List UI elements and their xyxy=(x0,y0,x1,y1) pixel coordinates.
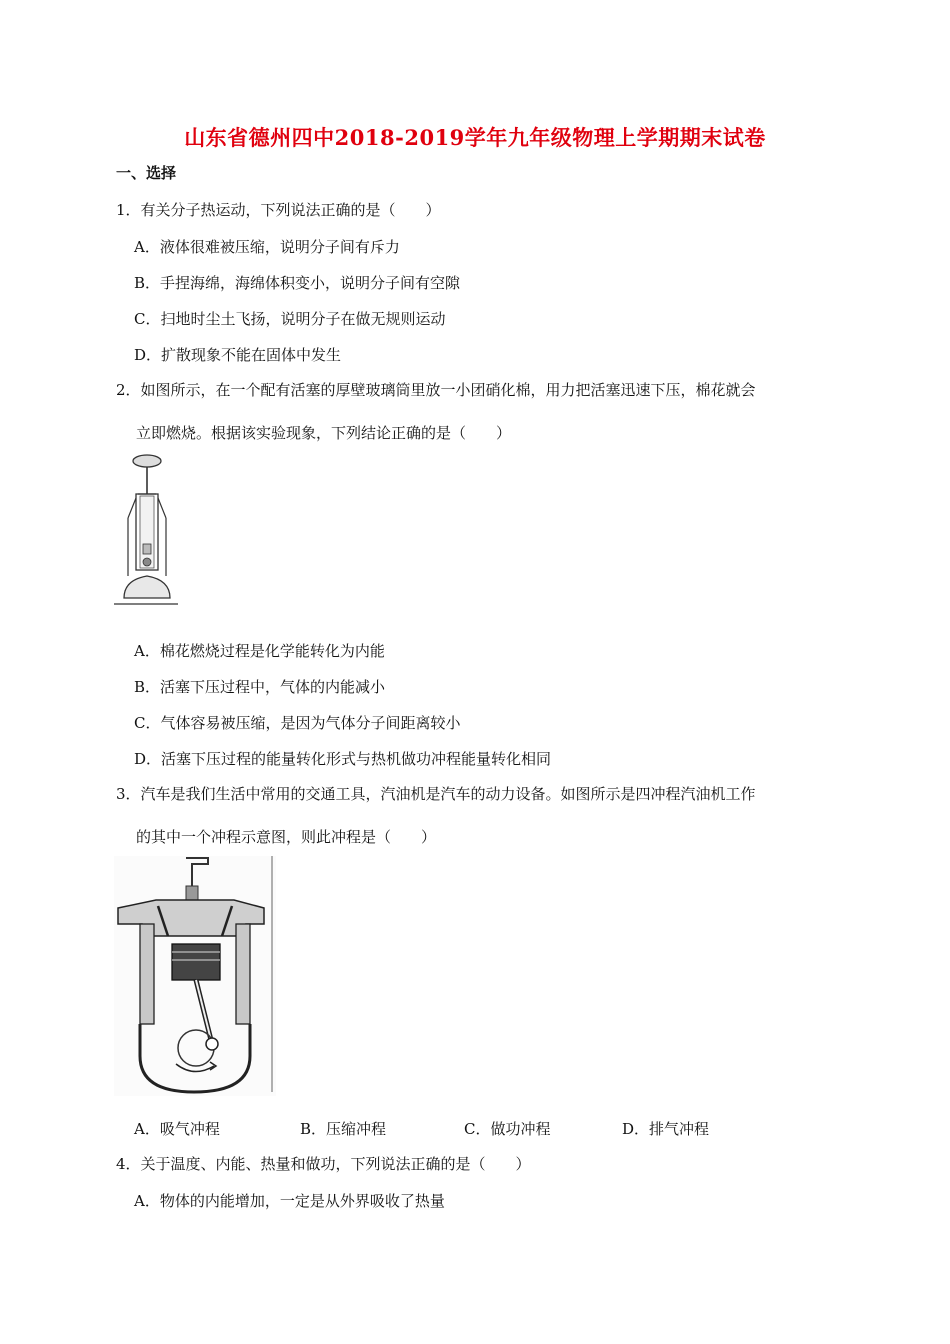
page-title: 山东省德州四中2018-2019学年九年级物理上学期期末试卷 xyxy=(184,125,766,150)
question-2-option-c: C．气体容易被压缩，是因为气体分子间距离较小 xyxy=(134,714,461,732)
question-3-option-c: C．做功冲程 xyxy=(464,1120,551,1138)
question-2-option-b: B．活塞下压过程中，气体的内能减小 xyxy=(134,678,386,696)
question-2-option-d: D．活塞下压过程的能量转化形式与热机做功冲程能量转化相同 xyxy=(134,750,552,768)
question-1-stem: 1．有关分子热运动，下列说法正确的是（ ） xyxy=(116,201,441,219)
question-1-option-b: B．手捏海绵，海绵体积变小，说明分子间有空隙 xyxy=(134,274,461,292)
question-3-option-b: B．压缩冲程 xyxy=(300,1120,387,1138)
glass-cylinder-piston-figure xyxy=(114,452,178,612)
question-1-option-d: D．扩散现象不能在固体中发生 xyxy=(134,346,342,364)
question-3-stem-continued: 的其中一个冲程示意图，则此冲程是（ ） xyxy=(136,828,437,846)
question-3-option-d: D．排气冲程 xyxy=(622,1120,710,1138)
question-1-option-a: A．液体很难被压缩，说明分子间有斥力 xyxy=(134,238,400,256)
question-4-option-a: A．物体的内能增加，一定是从外界吸收了热量 xyxy=(134,1192,445,1210)
question-2-stem: 2．如图所示，在一个配有活塞的厚壁玻璃筒里放一小团硝化棉，用力把活塞迅速下压，棉花就会 xyxy=(116,381,756,399)
section-heading: 一、选择 xyxy=(116,164,177,182)
question-4-stem: 4．关于温度、内能、热量和做功，下列说法正确的是（ ） xyxy=(116,1155,531,1173)
question-2-stem-continued: 立即燃烧。根据该实验现象，下列结论正确的是（ ） xyxy=(136,424,512,442)
question-3-option-a: A．吸气冲程 xyxy=(134,1120,220,1138)
question-1-option-c: C．扫地时尘土飞扬，说明分子在做无规则运动 xyxy=(134,310,446,328)
four-stroke-engine-figure xyxy=(114,856,276,1096)
question-2-option-a: A．棉花燃烧过程是化学能转化为内能 xyxy=(134,642,385,660)
question-3-stem: 3．汽车是我们生活中常用的交通工具，汽油机是汽车的动力设备。如图所示是四冲程汽油机工作 xyxy=(116,785,756,803)
